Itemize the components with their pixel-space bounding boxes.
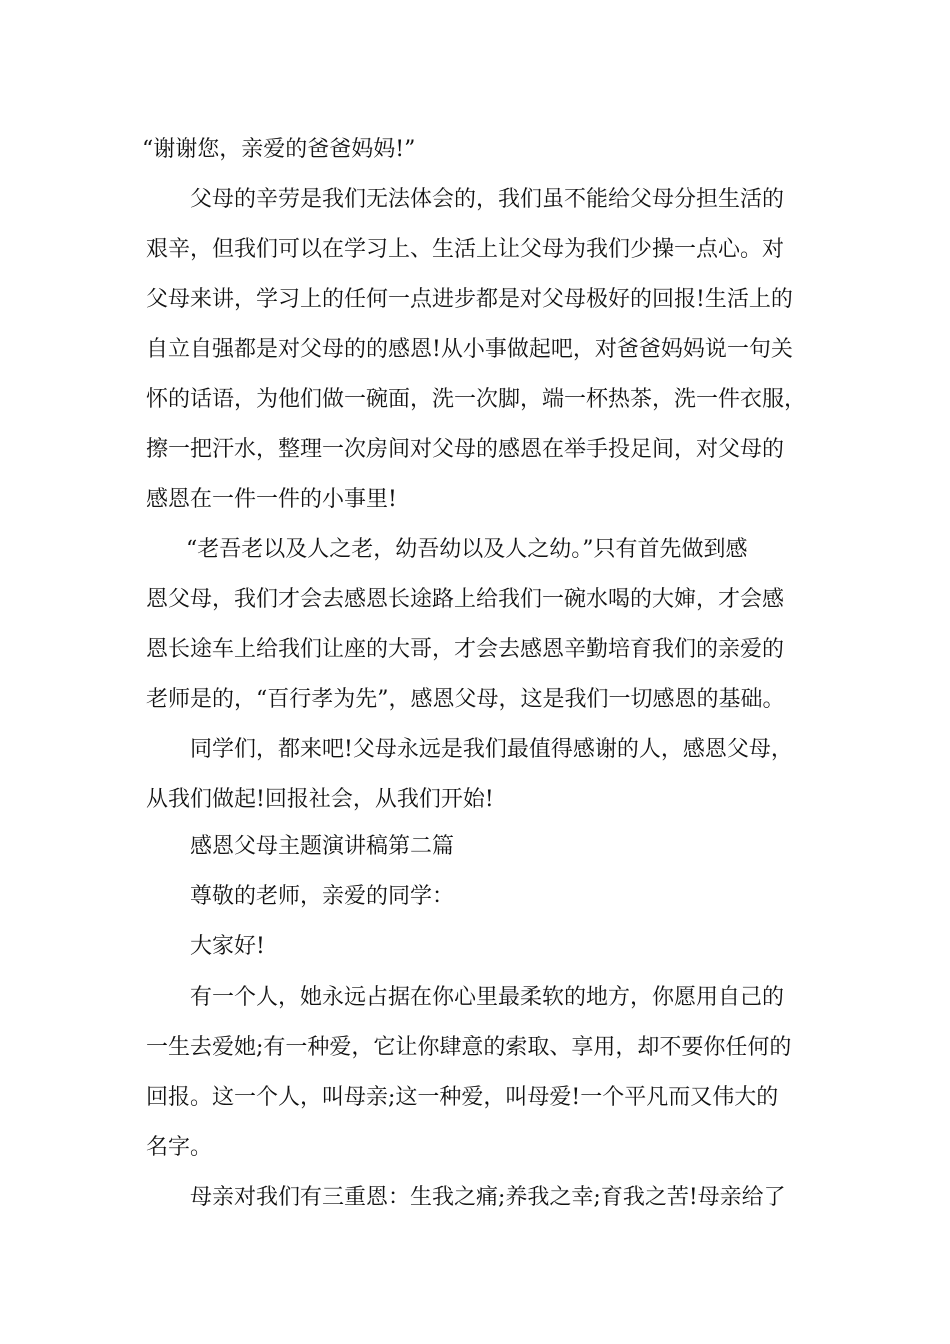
text-line: 父母来讲，学习上的任何一点进步都是对父母极好的回报!生活上的 [146,287,793,312]
text-line: 同学们，都来吧!父母永远是我们最值得感谢的人，感恩父母， [190,737,793,762]
text-line: 从我们做起!回报社会，从我们开始! [146,787,494,812]
text-line: 自立自强都是对父母的的感恩!从小事做起吧，对爸爸妈妈说一句关 [146,337,793,362]
section-heading: 感恩父母主题演讲稿第二篇 [190,834,455,859]
text-line: 艰辛，但我们可以在学习上、生活上让父母为我们少操一点心。对 [146,237,785,262]
text-line: 有一个人，她永远占据在你心里最柔软的地方，你愿用自己的 [190,985,785,1010]
greeting: 大家好! [190,934,265,959]
text-line: 名字。 [146,1135,213,1160]
text-line: 擦一把汗水，整理一次房间对父母的感恩在举手投足间，对父母的 [146,437,785,462]
text-line: 一生去爱她;有一种爱，它让你肆意的索取、享用，却不要你任何的 [146,1035,792,1060]
text-line: 恩长途车上给我们让座的大哥，才会去感恩辛勤培育我们的亲爱的 [146,637,785,662]
text-line: “老吾老以及人之老，幼吾幼以及人之幼。”只有首先做到感 [186,537,748,562]
salutation: 尊敬的老师，亲爱的同学： [190,884,455,909]
text-line: 怀的话语，为他们做一碗面，洗一次脚，端一杯热茶，洗一件衣服， [146,387,807,412]
text-line: 恩父母，我们才会去感恩长途路上给我们一碗水喝的大婶，才会感 [146,587,785,612]
text-line: 老师是的，“百行孝为先”，感恩父母，这是我们一切感恩的基础。 [146,687,785,712]
text-line: 父母的辛劳是我们无法体会的，我们虽不能给父母分担生活的 [190,187,785,212]
text-line: 感恩在一件一件的小事里! [146,487,397,512]
text-line: 回报。这一个人，叫母亲;这一种爱，叫母爱!一个平凡而又伟大的 [146,1085,779,1110]
text-line: “谢谢您，亲爱的爸爸妈妈!” [142,137,416,162]
text-line: 母亲对我们有三重恩：生我之痛;养我之幸;育我之苦!母亲给了 [190,1185,786,1210]
